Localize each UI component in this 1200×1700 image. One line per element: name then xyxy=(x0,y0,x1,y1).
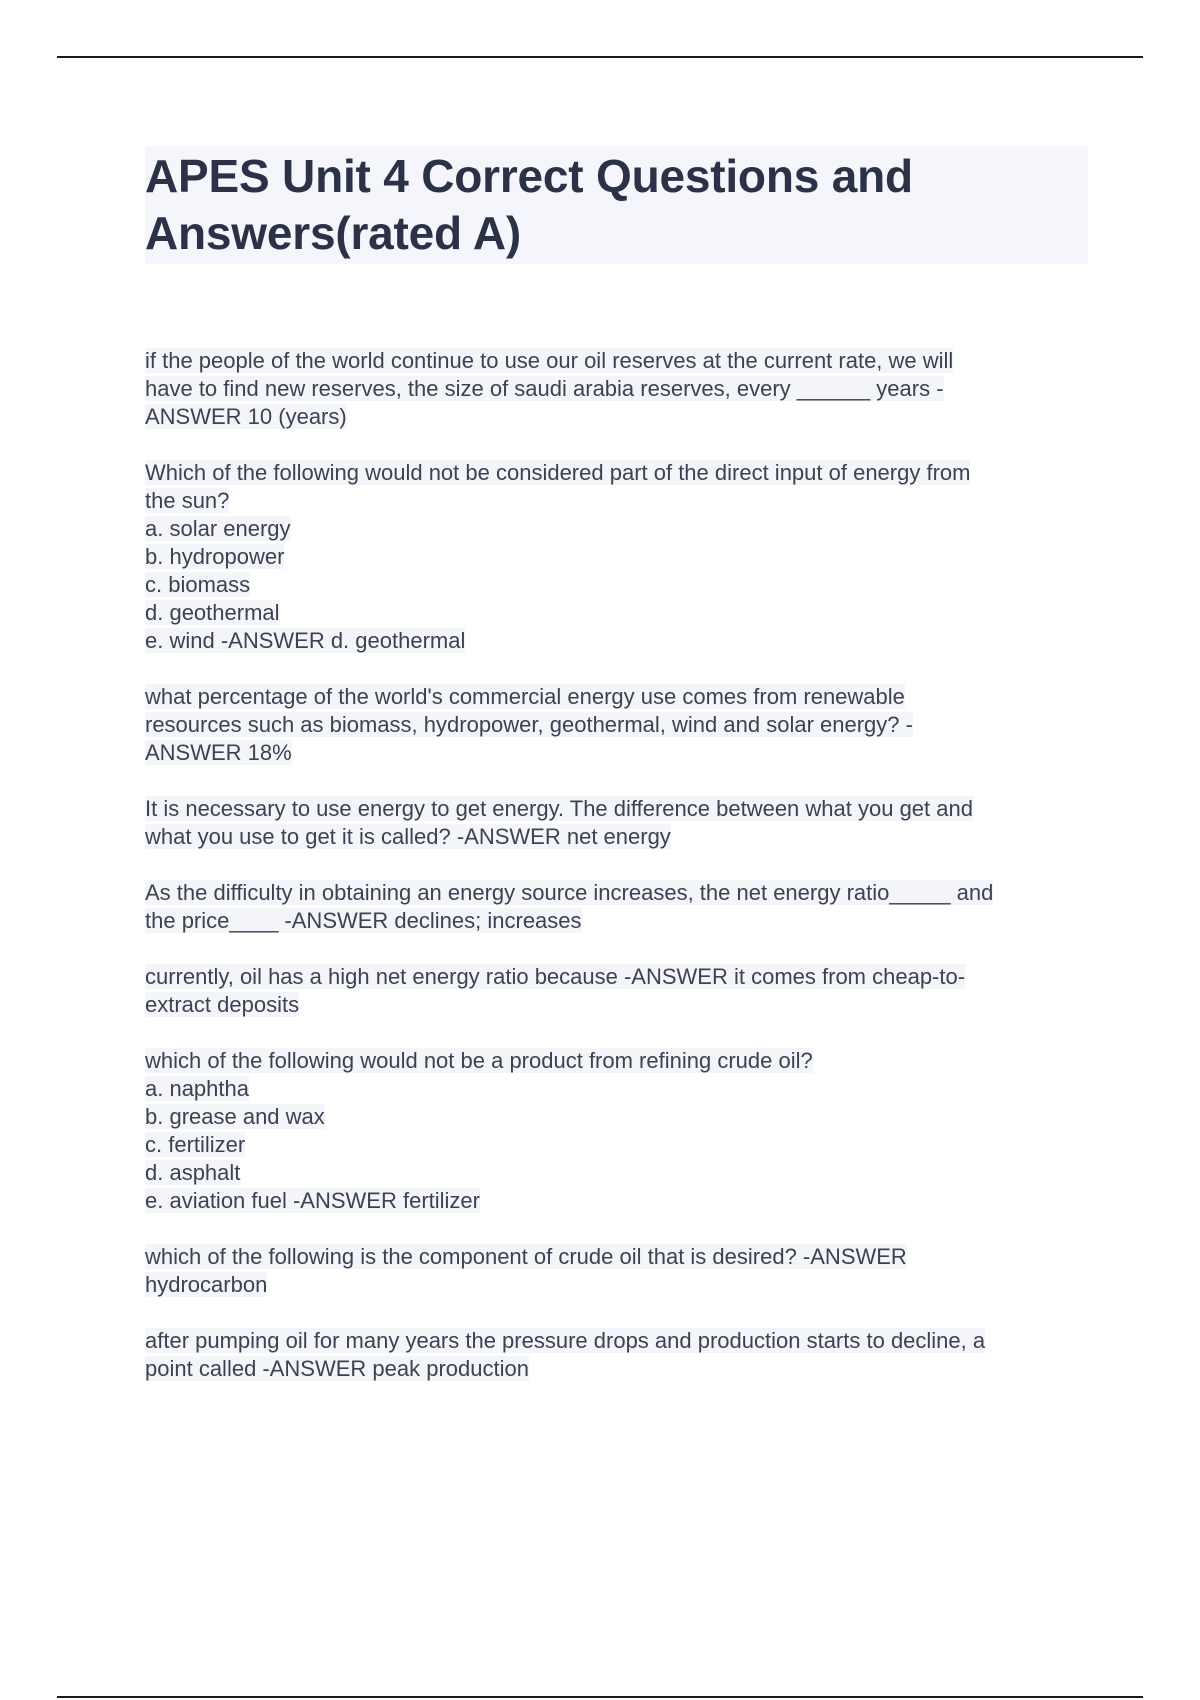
qa-list xyxy=(145,347,1088,1383)
qa-option: d. asphalt xyxy=(145,1160,241,1185)
qa-option: e. aviation fuel -ANSWER fertilizer xyxy=(145,1188,480,1213)
qa-line: after pumping oil for many years the pressure drops and production starts to decline, a xyxy=(145,1328,986,1353)
qa-line: point called -ANSWER peak production xyxy=(145,1356,529,1381)
top-rule xyxy=(57,56,1143,58)
qa-line: the sun? xyxy=(145,488,230,513)
qa-line: which of the following is the component of crude oil that is desired? -ANSWER xyxy=(145,1244,907,1269)
qa-line: As the difficulty in obtaining an energy source increases, the net energy ratio_____ and xyxy=(145,880,994,905)
qa-item xyxy=(145,459,1088,655)
qa-option: a. solar energy xyxy=(145,516,291,541)
qa-item xyxy=(145,1327,1088,1383)
qa-line: what percentage of the world's commercial energy use comes from renewable xyxy=(145,684,905,709)
qa-option: b. hydropower xyxy=(145,544,285,569)
qa-line: resources such as biomass, hydropower, geothermal, wind and solar energy? - xyxy=(145,712,913,737)
qa-line: Which of the following would not be considered part of the direct input of energy from xyxy=(145,460,971,485)
qa-item xyxy=(145,795,1088,851)
qa-line: if the people of the world continue to use our oil reserves at the current rate, we will xyxy=(145,348,954,373)
qa-line: ANSWER 10 (years) xyxy=(145,404,347,429)
qa-item xyxy=(145,879,1088,935)
qa-line: It is necessary to use energy to get energy. The difference between what you get and xyxy=(145,796,973,821)
qa-line: the price____ -ANSWER declines; increases xyxy=(145,908,582,933)
qa-option: d. geothermal xyxy=(145,600,280,625)
document-title: APES Unit 4 Correct Questions and Answers(rated A) xyxy=(145,146,1088,264)
qa-item xyxy=(145,963,1088,1019)
bottom-rule xyxy=(57,1696,1143,1698)
qa-line: ANSWER 18% xyxy=(145,740,292,765)
document-body xyxy=(145,146,1088,1411)
qa-line: currently, oil has a high net energy ratio because -ANSWER it comes from cheap-to- xyxy=(145,964,966,989)
qa-line: have to find new reserves, the size of saudi arabia reserves, every ______ years - xyxy=(145,376,944,401)
qa-item xyxy=(145,1243,1088,1299)
qa-option: c. fertilizer xyxy=(145,1132,246,1157)
qa-line: extract deposits xyxy=(145,992,300,1017)
qa-item xyxy=(145,347,1088,431)
qa-item xyxy=(145,683,1088,767)
qa-option: e. wind -ANSWER d. geothermal xyxy=(145,628,466,653)
qa-option: a. naphtha xyxy=(145,1076,249,1101)
qa-option: c. biomass xyxy=(145,572,251,597)
qa-line: what you use to get it is called? -ANSWER net energy xyxy=(145,824,671,849)
qa-option: b. grease and wax xyxy=(145,1104,325,1129)
qa-item xyxy=(145,1047,1088,1215)
qa-line: hydrocarbon xyxy=(145,1272,268,1297)
qa-line: which of the following would not be a product from refining crude oil? xyxy=(145,1048,813,1073)
